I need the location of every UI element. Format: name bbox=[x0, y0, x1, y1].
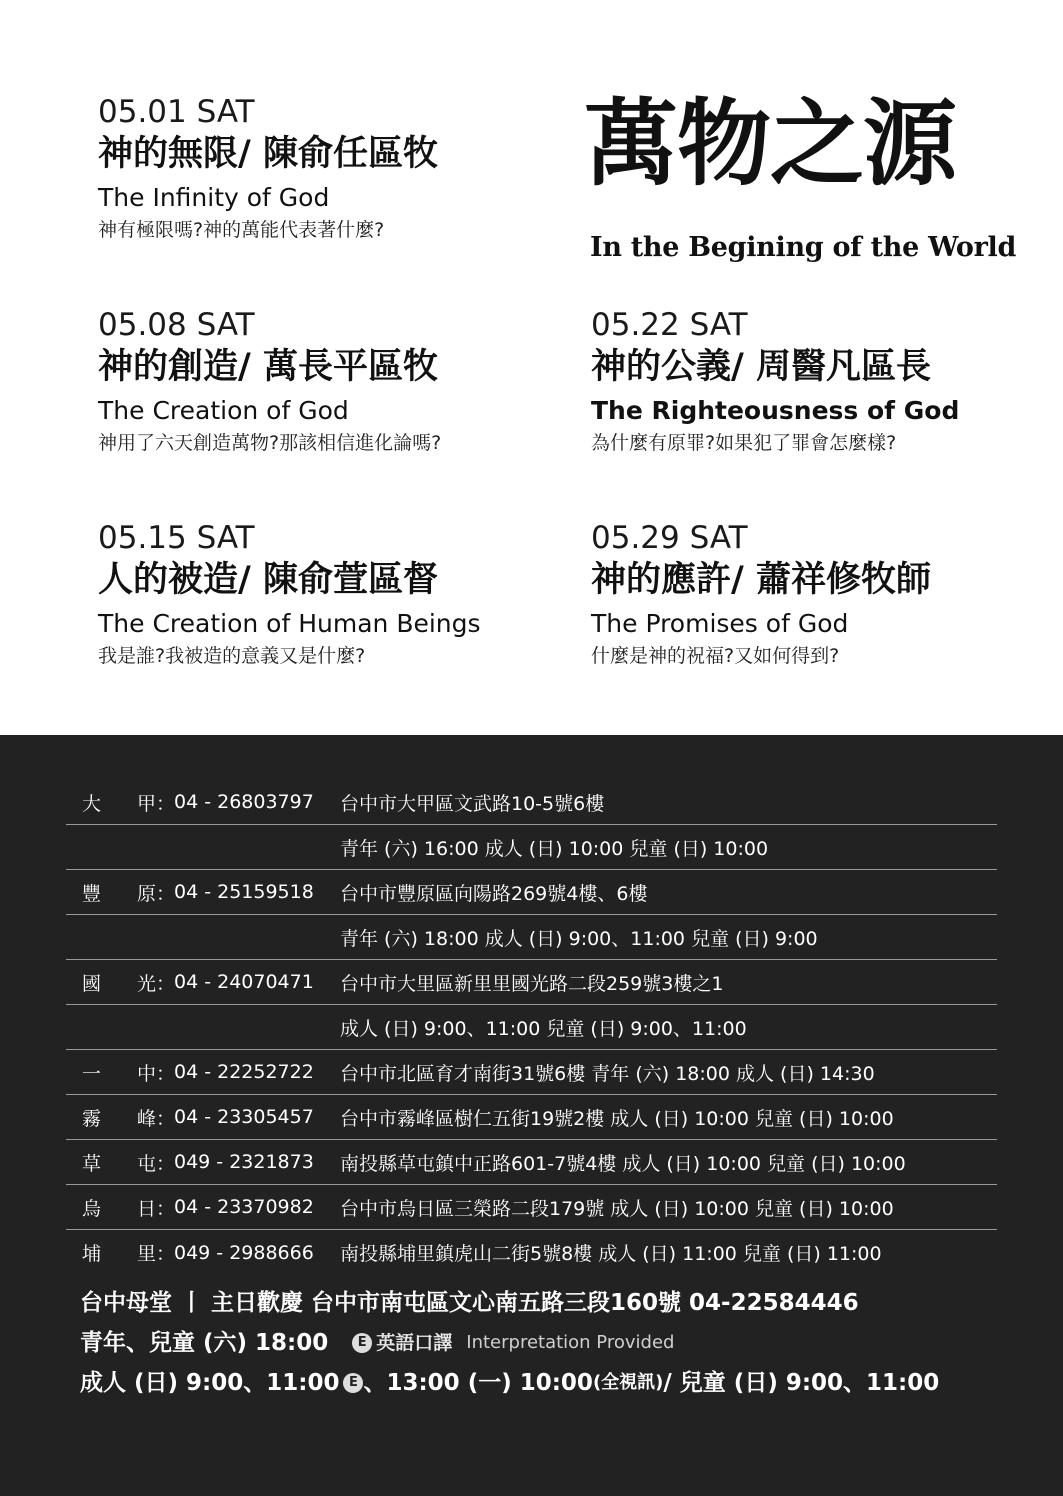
sessions-section bbox=[0, 0, 1063, 735]
english-badge-icon: E bbox=[343, 1373, 363, 1393]
session-date: 05.15 SAT bbox=[98, 520, 255, 556]
branch-schedule-row bbox=[66, 825, 997, 870]
session-question: 為什麼有原罪?如果犯了罪會怎麼樣? bbox=[591, 432, 897, 454]
session-date: 05.29 SAT bbox=[591, 520, 748, 556]
session-card bbox=[98, 307, 568, 457]
branch-phone: 04 - 23370982 bbox=[174, 1196, 314, 1218]
session-question: 什麼是神的祝福?又如何得到? bbox=[591, 645, 840, 667]
branch-address: 南投縣草屯鎮中正路601-7號4樓 成人 (日) 10:00 兒童 (日) 10:00 bbox=[340, 1152, 906, 1175]
colon: ： bbox=[156, 1152, 176, 1175]
branch-schedule-row bbox=[66, 1005, 997, 1050]
session-card bbox=[591, 520, 1061, 670]
branch-address: 台中市豐原區向陽路269號4樓、6樓 bbox=[340, 882, 648, 905]
main-church-youth-line bbox=[80, 1323, 939, 1363]
branch-phone: 04 - 25159518 bbox=[174, 881, 314, 903]
session-title-en: The Creation of God bbox=[98, 396, 349, 425]
main-church-info bbox=[80, 1283, 939, 1403]
session-title: 人的被造/ 陳俞萱區督 bbox=[98, 559, 438, 600]
colon: ： bbox=[156, 1107, 176, 1130]
branch-name: 埔 里 bbox=[82, 1243, 156, 1265]
branch-row bbox=[66, 780, 997, 825]
video-note: (全視訊) bbox=[592, 1372, 664, 1393]
branch-row bbox=[66, 960, 997, 1005]
colon: ： bbox=[156, 972, 176, 995]
branch-address: 台中市大甲區文武路10-5號6樓 bbox=[340, 792, 605, 815]
branch-phone: 04 - 23305457 bbox=[174, 1106, 314, 1128]
branch-phone: 049 - 2988666 bbox=[174, 1241, 314, 1264]
session-title-en: The Infinity of God bbox=[98, 183, 330, 212]
session-title: 神的應許/ 蕭祥修牧師 bbox=[591, 559, 931, 600]
adult-schedule: 成人 (日) 9:00、11:00 bbox=[80, 1370, 340, 1396]
session-title-en: The Promises of God bbox=[591, 609, 849, 638]
session-title-en: The Righteousness of God bbox=[591, 396, 960, 425]
adult-schedule-extra: 、13:00 (一) 10:00 bbox=[363, 1370, 593, 1396]
session-date: 05.22 SAT bbox=[591, 307, 748, 343]
branch-row bbox=[66, 1230, 997, 1275]
session-card bbox=[591, 307, 1061, 457]
branch-name: 草 屯 bbox=[82, 1152, 156, 1175]
session-title: 神的創造/ 萬長平區牧 bbox=[98, 346, 438, 387]
branch-row bbox=[66, 1140, 997, 1185]
branch-name: 豐 原 bbox=[82, 882, 156, 905]
branch-phone: 049 - 2321873 bbox=[174, 1151, 314, 1173]
branch-row bbox=[66, 1095, 997, 1140]
english-badge-icon: E bbox=[352, 1333, 372, 1353]
session-title: 神的無限/ 陳俞任區牧 bbox=[98, 133, 438, 174]
branch-address: 台中市北區育才南街31號6樓 青年 (六) 18:00 成人 (日) 14:30 bbox=[340, 1062, 875, 1085]
branch-address: 南投縣埔里鎮虎山二街5號8樓 成人 (日) 11:00 兒童 (日) 11:00 bbox=[340, 1243, 882, 1265]
branch-list bbox=[66, 780, 997, 1275]
youth-schedule: 青年、兒童 (六) 18:00 bbox=[80, 1330, 329, 1356]
session-question: 我是誰?我被造的意義又是什麼? bbox=[98, 645, 366, 667]
branch-address: 台中市霧峰區樹仁五街19號2樓 成人 (日) 10:00 兒童 (日) 10:00 bbox=[340, 1107, 894, 1130]
colon: ： bbox=[156, 882, 176, 905]
colon: ： bbox=[156, 1243, 176, 1265]
branch-phone: 04 - 22252722 bbox=[174, 1061, 314, 1083]
colon: ： bbox=[156, 792, 176, 815]
main-church-adult-line bbox=[80, 1363, 939, 1403]
main-church-line: 台中母堂 丨 主日歡慶 台中市南屯區文心南五路三段160號 04-22584446 bbox=[80, 1290, 859, 1316]
colon: ： bbox=[156, 1062, 176, 1085]
branch-name: 一 中 bbox=[82, 1062, 156, 1085]
session-date: 05.01 SAT bbox=[98, 94, 255, 130]
branches-section bbox=[0, 735, 1063, 1496]
branch-name: 霧 峰 bbox=[82, 1107, 156, 1130]
series-title: 萬物之源 bbox=[584, 89, 957, 199]
branch-address: 台中市大里區新里里國光路二段259號3樓之1 bbox=[340, 972, 724, 995]
branch-address: 台中市烏日區三榮路二段179號 成人 (日) 10:00 兒童 (日) 10:00 bbox=[340, 1197, 894, 1220]
branch-schedule: 青年 (六) 18:00 成人 (日) 9:00、11:00 兒童 (日) 9:00 bbox=[340, 927, 818, 950]
branch-phone: 04 - 26803797 bbox=[174, 791, 314, 813]
children-schedule: / 兒童 (日) 9:00、11:00 bbox=[663, 1370, 940, 1396]
session-question: 神用了六天創造萬物?那該相信進化論嗎? bbox=[98, 432, 442, 454]
branch-phone: 04 - 24070471 bbox=[174, 971, 314, 993]
branch-name: 烏 日 bbox=[82, 1197, 156, 1220]
branch-row bbox=[66, 1185, 997, 1230]
branch-row bbox=[66, 1050, 997, 1095]
session-card bbox=[98, 520, 568, 670]
branch-schedule: 成人 (日) 9:00、11:00 兒童 (日) 9:00、11:00 bbox=[340, 1017, 747, 1040]
session-date: 05.08 SAT bbox=[98, 307, 255, 343]
branch-schedule: 青年 (六) 16:00 成人 (日) 10:00 兒童 (日) 10:00 bbox=[340, 837, 769, 860]
session-title-en: The Creation of Human Beings bbox=[98, 609, 481, 638]
colon: ： bbox=[156, 1197, 176, 1220]
session-title: 神的公義/ 周醫凡區長 bbox=[591, 346, 931, 387]
session-card bbox=[98, 94, 568, 244]
branch-schedule-row bbox=[66, 915, 997, 960]
interpretation-zh: 英語口譯 bbox=[376, 1332, 453, 1354]
branch-row bbox=[66, 870, 997, 915]
interpretation-en: Interpretation Provided bbox=[466, 1332, 675, 1353]
series-subtitle: In the Begining of the World bbox=[590, 232, 1017, 263]
session-question: 神有極限嗎?神的萬能代表著什麼? bbox=[98, 219, 385, 241]
branch-name: 大 甲 bbox=[82, 792, 156, 815]
branch-name: 國 光 bbox=[82, 972, 156, 995]
